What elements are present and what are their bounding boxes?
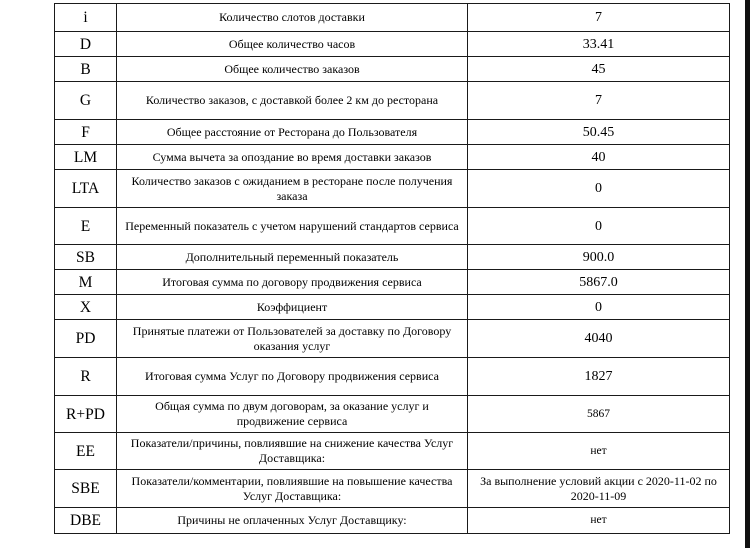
row-value: 40 — [468, 145, 730, 170]
row-code: EE — [55, 433, 117, 470]
table-row — [55, 358, 730, 396]
table-row — [55, 170, 730, 208]
row-value: 5867 — [468, 396, 730, 433]
table-row — [55, 433, 730, 470]
table-row — [55, 295, 730, 320]
row-code: B — [55, 57, 117, 82]
row-code: R+PD — [55, 396, 117, 433]
row-code: LM — [55, 145, 117, 170]
table-row — [55, 57, 730, 82]
row-description: Общее количество часов — [117, 32, 468, 57]
row-description: Общая сумма по двум договорам, за оказание услуг и продвижение сервиса — [117, 396, 468, 433]
row-description: Показатели/причины, повлиявшие на снижение качества Услуг Доставщика: — [117, 433, 468, 470]
row-value: 0 — [468, 295, 730, 320]
table-row — [55, 508, 730, 534]
row-value: 1827 — [468, 358, 730, 396]
row-description: Сумма вычета за опоздание во время доставки заказов — [117, 145, 468, 170]
row-description: Коэффициент — [117, 295, 468, 320]
row-code: E — [55, 208, 117, 245]
table-row — [55, 396, 730, 433]
summary-table — [54, 3, 730, 534]
row-description: Причины не оплаченных Услуг Доставщику: — [117, 508, 468, 534]
row-description: Показатели/комментарии, повлиявшие на повышение качества Услуг Доставщика: — [117, 470, 468, 508]
row-description: Дополнительный переменный показатель — [117, 245, 468, 270]
table-row — [55, 208, 730, 245]
table-row — [55, 270, 730, 295]
row-value: нет — [468, 433, 730, 470]
row-code: i — [55, 4, 117, 32]
row-description: Итоговая сумма Услуг по Договору продвижения сервиса — [117, 358, 468, 396]
row-description: Общее расстояние от Ресторана до Пользователя — [117, 120, 468, 145]
table-row — [55, 470, 730, 508]
table-row — [55, 32, 730, 57]
row-code: F — [55, 120, 117, 145]
row-code: SB — [55, 245, 117, 270]
row-value: 4040 — [468, 320, 730, 358]
row-description: Переменный показатель с учетом нарушений стандартов сервиса — [117, 208, 468, 245]
row-code: M — [55, 270, 117, 295]
table-row — [55, 145, 730, 170]
row-value: 900.0 — [468, 245, 730, 270]
row-value: 0 — [468, 170, 730, 208]
row-description: Принятые платежи от Пользователей за доставку по Договору оказания услуг — [117, 320, 468, 358]
screen-edge — [745, 0, 750, 548]
row-value: нет — [468, 508, 730, 534]
row-code: PD — [55, 320, 117, 358]
row-code: R — [55, 358, 117, 396]
table-row — [55, 82, 730, 120]
table-row — [55, 120, 730, 145]
row-code: SBE — [55, 470, 117, 508]
row-code: LTA — [55, 170, 117, 208]
row-value: 0 — [468, 208, 730, 245]
table-row — [55, 320, 730, 358]
row-value: 5867.0 — [468, 270, 730, 295]
row-value: 45 — [468, 57, 730, 82]
row-description: Количество слотов доставки — [117, 4, 468, 32]
table-row — [55, 4, 730, 32]
row-description: Итоговая сумма по договору продвижения сервиса — [117, 270, 468, 295]
row-code: DBE — [55, 508, 117, 534]
row-description: Количество заказов с ожиданием в ресторане после получения заказа — [117, 170, 468, 208]
table-row — [55, 245, 730, 270]
row-value: За выполнение условий акции с 2020-11-02 по 2020-11-09 — [468, 470, 730, 508]
row-value: 50.45 — [468, 120, 730, 145]
row-description: Общее количество заказов — [117, 57, 468, 82]
row-code: D — [55, 32, 117, 57]
row-value: 7 — [468, 4, 730, 32]
row-code: G — [55, 82, 117, 120]
row-description: Количество заказов, с доставкой более 2 км до ресторана — [117, 82, 468, 120]
row-value: 33.41 — [468, 32, 730, 57]
row-value: 7 — [468, 82, 730, 120]
row-code: X — [55, 295, 117, 320]
